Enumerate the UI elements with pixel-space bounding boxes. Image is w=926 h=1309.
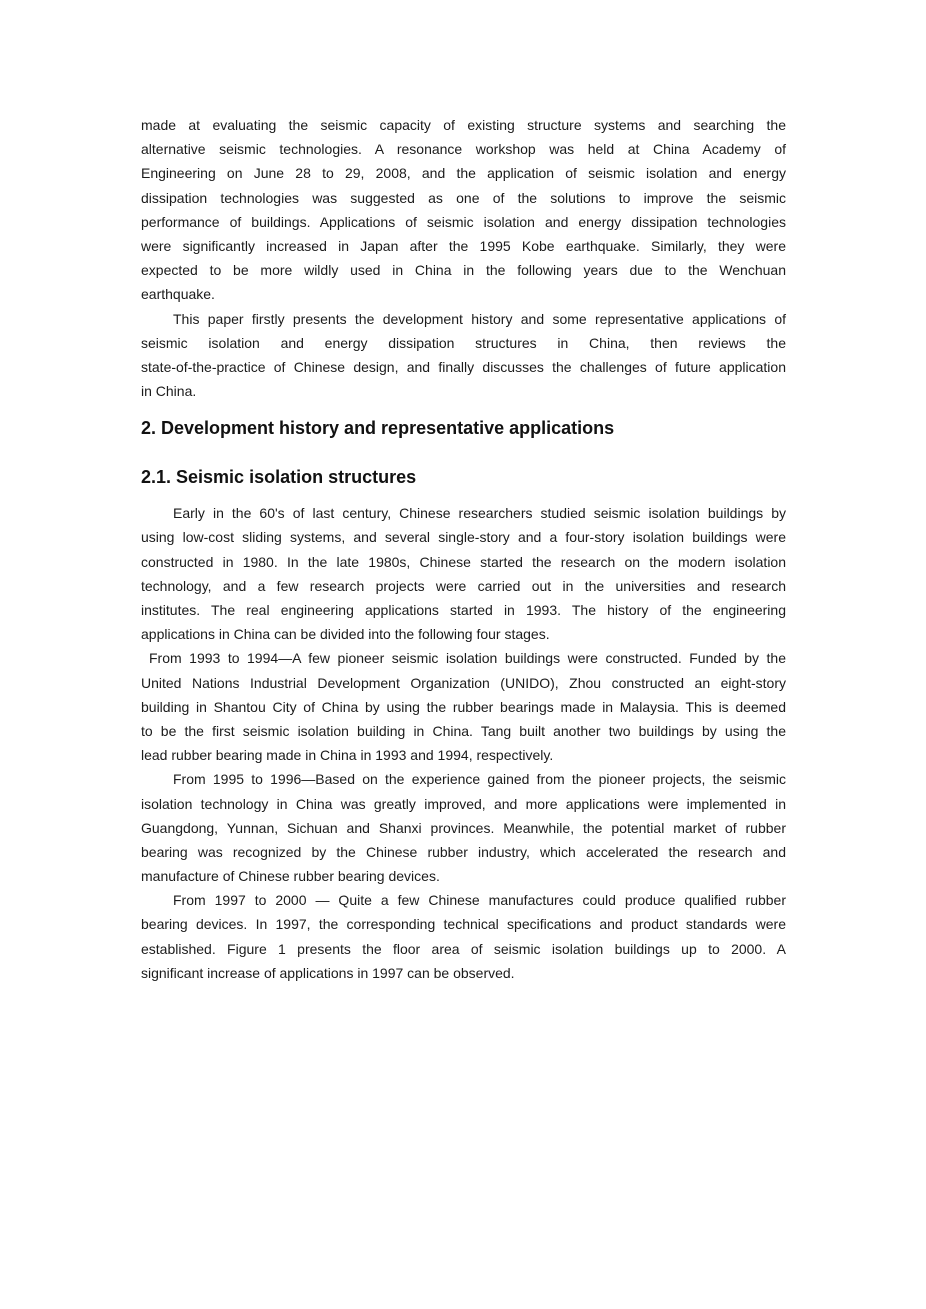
paragraph-line: were significantly increased in Japan after the 1995 Kobe earthquake. Similarly, they were <box>141 237 786 254</box>
paragraph-line: Guangdong, Yunnan, Sichuan and Shanxi provinces. Meanwhile, the potential market of rubber <box>141 819 786 836</box>
paragraph-line: using low-cost sliding systems, and several single-story and a four-story isolation buildings were <box>141 529 786 546</box>
paragraph-line: state-of-the-practice of Chinese design, and finally discusses the challenges of future application <box>141 358 786 375</box>
paragraph-line: significant increase of applications in 1997 can be observed. <box>141 964 515 981</box>
paragraph-line: technology, and a few research projects were carried out in the universities and research <box>141 577 786 594</box>
paragraph-line: applications in China can be divided into the following four stages. <box>141 626 550 643</box>
paragraph-line: lead rubber bearing made in China in 1993 and 1994, respectively. <box>141 747 554 764</box>
paragraph-line: From 1995 to 1996—Based on the experience gained from the pioneer projects, the seismic <box>173 771 786 788</box>
paragraph-line: to be the first seismic isolation building in China. Tang built another two buildings by using the <box>141 722 786 739</box>
paragraph-line: From 1993 to 1994—A few pioneer seismic isolation buildings were constructed. Funded by the <box>149 650 786 667</box>
paragraph-2-1-1 <box>141 501 786 646</box>
paragraph-line: expected to be more wildly used in China in the following years due to the Wenchuan <box>141 262 786 279</box>
paragraph-line: made at evaluating the seismic capacity of existing structure systems and searching the <box>141 117 786 133</box>
paragraph-2-1-3 <box>141 767 786 888</box>
paragraph-intro-1 <box>141 113 786 307</box>
paragraph-line: building in Shantou City of China by using the rubber bearings made in Malaysia. This is deemed <box>141 698 786 715</box>
paragraph-line: dissipation technologies was suggested as one of the solutions to improve the seismic <box>141 189 786 206</box>
paragraph-line: institutes. The real engineering applications started in 1993. The history of the engineering <box>141 602 786 618</box>
paragraph-line: isolation technology in China was greatly improved, and more applications were implemented in <box>141 795 786 812</box>
paragraph-line: From 1997 to 2000 — Quite a few Chinese manufactures could produce qualified rubber <box>173 892 786 909</box>
paragraph-line: seismic isolation and energy dissipation structures in China, then reviews the <box>141 334 786 351</box>
paragraph-line: performance of buildings. Applications of seismic isolation and energy dissipation technologies <box>141 213 786 230</box>
paragraph-line: earthquake. <box>141 286 215 303</box>
paragraph-line: alternative seismic technologies. A resonance workshop was held at China Academy of <box>141 141 786 158</box>
paragraph-line: Early in the 60's of last century, Chinese researchers studied seismic isolation buildings by <box>173 505 786 522</box>
paragraph-line: manufacture of Chinese rubber bearing devices. <box>141 868 440 885</box>
paragraph-line: established. Figure 1 presents the floor area of seismic isolation buildings up to 2000. A <box>141 940 786 957</box>
page-body <box>141 113 786 985</box>
paragraph-line: in China. <box>141 383 197 400</box>
paragraph-line: United Nations Industrial Development Organization (UNIDO), Zhou constructed an eight-story <box>141 674 786 691</box>
paragraph-line: bearing devices. In 1997, the corresponding technical specifications and product standards were <box>141 916 786 933</box>
paragraph-2-1-2 <box>141 646 786 767</box>
paragraph-line: Engineering on June 28 to 29, 2008, and the application of seismic isolation and energy <box>141 165 786 182</box>
subsection-heading: 2.1. Seismic isolation structures <box>141 467 417 488</box>
section-heading: 2. Development history and representative applications <box>141 418 615 439</box>
paragraph-line: bearing was recognized by the Chinese rubber industry, which accelerated the research and <box>141 843 786 860</box>
paragraph-2-1-4 <box>141 888 786 985</box>
paragraph-line: This paper firstly presents the development history and some representative applications of <box>173 310 786 327</box>
paragraph-intro-2 <box>141 307 786 404</box>
paragraph-line: constructed in 1980. In the late 1980s, Chinese started the research on the modern isolation <box>141 553 786 570</box>
